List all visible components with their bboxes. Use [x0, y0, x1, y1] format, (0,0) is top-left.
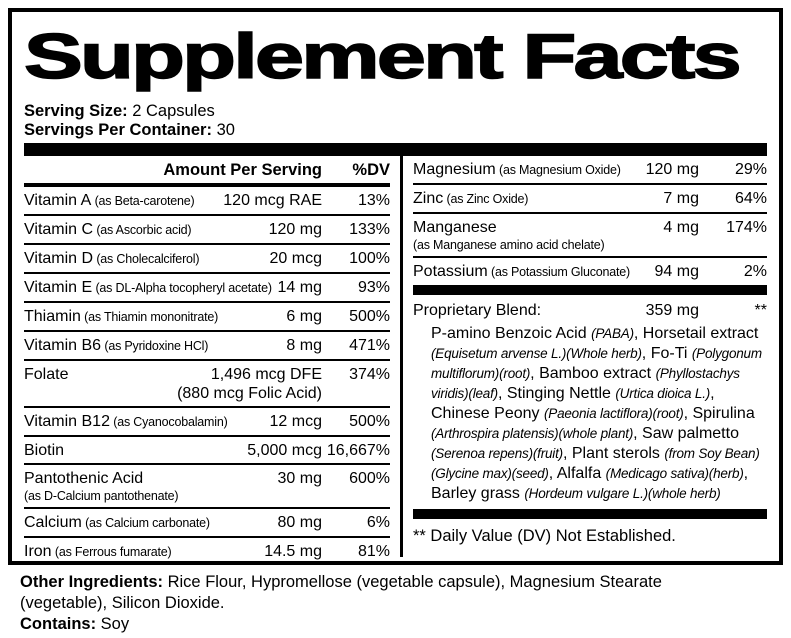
ingredient-source: (as Ferrous fumarate) [51, 545, 172, 559]
amount-value: 120 mg [645, 161, 699, 178]
daily-value: 500% [349, 308, 390, 325]
daily-value: 600% [349, 470, 390, 487]
botanical-name: (Paeonia lactiflora)(root) [543, 406, 684, 421]
blend-ingredient: , Horsetail extract [633, 325, 759, 342]
contains-value: Soy [96, 615, 130, 633]
ingredient-name [24, 278, 274, 298]
left-rows [24, 187, 390, 565]
amount-per-serving [265, 220, 322, 239]
amount-per-serving [243, 441, 322, 460]
amount-value: 30 mg [277, 470, 322, 487]
ingredient-label: Vitamin B12 [24, 413, 110, 430]
amount-per-serving [282, 307, 322, 326]
table-row [24, 274, 390, 303]
amount-per-serving-header: Amount Per Serving [163, 161, 322, 179]
amount-per-serving [659, 189, 699, 208]
table-row [24, 332, 390, 361]
table-row [24, 437, 390, 465]
amount-per-serving [266, 412, 322, 431]
daily-value: 16,667% [326, 442, 390, 459]
ingredient-source: (as Potassium Gluconate) [487, 265, 630, 279]
amount-per-serving [651, 262, 699, 281]
botanical-name: (Hordeum vulgare L.)(whole herb) [524, 486, 721, 501]
servings-per-container-value: 30 [216, 121, 235, 139]
amount-per-serving [219, 191, 322, 210]
ingredient-label: Potassium [413, 263, 488, 280]
ingredient-label: Vitamin D [24, 250, 94, 267]
contains-label: Contains: [20, 615, 97, 633]
amount-value: 6 mg [286, 308, 322, 325]
panel-title-wrap [24, 14, 767, 102]
serving-size-label: Serving Size: [24, 102, 128, 120]
table-row [24, 187, 390, 216]
daily-value-footnote: ** Daily Value (DV) Not Established. [413, 527, 676, 545]
right-rows [413, 156, 767, 285]
ingredient-name [24, 336, 282, 356]
amount-value: 8 mg [286, 337, 322, 354]
ingredient-source: (as Beta-carotene) [91, 194, 195, 208]
blend-ingredient: , Spirulina [683, 405, 755, 422]
amount-per-serving [274, 513, 322, 532]
daily-value: 6% [366, 514, 390, 531]
ingredient-source: (as Thiamin mononitrate) [80, 310, 219, 324]
table-row [24, 245, 390, 274]
table-row [24, 216, 390, 245]
thick-divider-bar [413, 285, 767, 295]
table-row [413, 156, 767, 185]
ingredient-name [413, 218, 659, 253]
right-column [403, 156, 767, 557]
proprietary-blend-row [413, 295, 767, 322]
blend-ingredient: , Plant sterols [562, 445, 665, 462]
ingredient-name [24, 365, 173, 384]
ingredient-label: Pantothenic Acid [24, 470, 144, 487]
table-row [24, 361, 390, 408]
other-ingredients-label: Other Ingredients: [20, 573, 164, 591]
daily-value: 29% [734, 161, 767, 178]
ingredient-name [24, 412, 266, 432]
amount-value: 14.5 mg [264, 543, 322, 560]
blend-ingredient: , Alfalfa [548, 465, 606, 482]
ingredient-label: Iron [24, 543, 52, 560]
ingredient-label: Biotin [24, 442, 65, 459]
ingredient-source: (as Pyridoxine HCl) [101, 339, 209, 353]
botanical-name: (Serenoa repens)(fruit) [431, 446, 563, 461]
ingredient-source: (as Cyanocobalamin) [109, 415, 228, 429]
blend-ingredient: , Chinese Peony [431, 385, 715, 422]
amount-per-serving [642, 160, 699, 179]
amount-value: 5,000 mcg [247, 442, 322, 459]
botanical-name: (from Soy Bean)(Glycine max)(seed) [431, 446, 760, 481]
ingredient-label: Zinc [413, 190, 444, 207]
amount-value: 4 mg [663, 219, 699, 236]
ingredient-source: (as Magnesium Oxide) [495, 163, 621, 177]
ingredient-source: (as DL-Alpha tocopheryl acetate) [92, 281, 272, 295]
daily-value: 374% [349, 366, 390, 383]
table-row [413, 185, 767, 214]
botanical-name: (Urtica dioica L.) [615, 386, 711, 401]
ingredient-source: (as Manganese amino acid chelate) [413, 238, 605, 252]
servings-per-container-label: Servings Per Container: [24, 121, 212, 139]
amount-value-secondary: (880 mcg Folic Acid) [177, 385, 322, 402]
botanical-name: (Medicago sativa)(herb) [605, 466, 744, 481]
amount-value: 1,496 mcg DFE [210, 366, 322, 383]
serving-size-value: 2 Capsules [132, 102, 215, 120]
footer-text [20, 572, 710, 635]
amount-per-serving [266, 249, 322, 268]
blend-ingredient: , Saw palmetto [633, 425, 739, 442]
blend-ingredient: , Stinging Nettle [497, 385, 616, 402]
serving-size-line [24, 102, 767, 121]
proprietary-blend-dv: ** [754, 302, 767, 319]
amount-value: 120 mg [268, 221, 322, 238]
table-row [24, 538, 390, 565]
botanical-name: (Equisetum arvense L.)(Whole herb) [431, 346, 642, 361]
ingredient-label: Manganese [413, 219, 497, 236]
blend-ingredient: , Bamboo extract [530, 365, 656, 382]
proprietary-blend-label: Proprietary Blend: [413, 302, 542, 319]
daily-value: 64% [734, 190, 767, 207]
amount-value: 20 mcg [269, 250, 322, 267]
table-row [413, 258, 767, 285]
ingredient-name [413, 160, 642, 180]
ingredient-label: Calcium [24, 514, 82, 531]
amount-per-serving [173, 365, 322, 403]
daily-value: 100% [349, 250, 390, 267]
table-row [24, 465, 390, 509]
supplement-facts-panel [8, 8, 783, 565]
table-row [413, 214, 767, 258]
proprietary-blend-amount: 359 mg [645, 302, 699, 319]
ingredient-name [24, 441, 243, 460]
ingredient-name [413, 189, 659, 209]
ingredient-source: (as Zinc Oxide) [443, 192, 529, 206]
daily-value: 81% [357, 543, 390, 560]
ingredient-source: (as Ascorbic acid) [93, 223, 192, 237]
amount-value: 7 mg [663, 190, 699, 207]
table-row [24, 303, 390, 332]
proprietary-blend-ingredients [413, 322, 767, 509]
ingredient-label: Thiamin [24, 308, 81, 325]
table-header [24, 156, 390, 183]
amount-per-serving [659, 218, 699, 237]
botanical-name: (Polygonum multiflorum)(root) [431, 346, 762, 381]
thick-divider-bar [413, 509, 767, 519]
ingredient-name [24, 307, 282, 327]
ingredient-source: (as Calcium carbonate) [81, 516, 210, 530]
left-column [24, 156, 400, 560]
daily-value: 471% [349, 337, 390, 354]
amount-per-serving [282, 336, 322, 355]
blend-ingredient: , Barley grass [431, 465, 749, 502]
ingredient-label: Magnesium [413, 161, 496, 178]
ingredient-source: (as Cholecalciferol) [93, 252, 200, 266]
amount-per-serving [260, 542, 322, 561]
table-row [24, 408, 390, 437]
ingredient-label: Folate [24, 366, 69, 383]
daily-value: 2% [743, 263, 767, 280]
amount-value: 120 mcg RAE [223, 192, 322, 209]
servings-per-container-line [24, 121, 767, 140]
amount-value: 80 mg [277, 514, 322, 531]
amount-value: 12 mcg [269, 413, 322, 430]
ingredient-name [24, 469, 274, 504]
ingredient-name [24, 513, 274, 533]
ingredient-source: (as D-Calcium pantothenate) [24, 489, 179, 503]
other-ingredients-value: Rice Flour, Hypromellose (vegetable capsule), Magnesium Stearate (vegetable), Silicon Dioxide. [20, 573, 662, 612]
ingredient-name [24, 191, 219, 211]
botanical-name: (PABA) [591, 326, 634, 341]
daily-value: 174% [726, 219, 767, 236]
botanical-name: (Arthrospira platensis)(whole plant) [431, 426, 634, 441]
blend-ingredient: , Fo-Ti [641, 345, 692, 362]
table-row [24, 509, 390, 538]
ingredient-label: Vitamin A [24, 192, 92, 209]
facts-columns [24, 156, 767, 560]
amount-per-serving [274, 469, 322, 488]
ingredient-label: Vitamin E [24, 279, 93, 296]
daily-value: 13% [357, 192, 390, 209]
ingredient-name [413, 262, 651, 282]
ingredient-label: Vitamin B6 [24, 337, 102, 354]
botanical-name: (Phyllostachys viridis)(leaf) [431, 366, 740, 401]
ingredient-name [24, 542, 260, 562]
ingredient-name [24, 249, 266, 269]
ingredient-label: Vitamin C [24, 221, 94, 238]
amount-per-serving [274, 278, 322, 297]
daily-value: 93% [357, 279, 390, 296]
daily-value: 133% [349, 221, 390, 238]
panel-title: Supplement Facts [24, 22, 739, 92]
ingredient-name [24, 220, 265, 240]
daily-value: 500% [349, 413, 390, 430]
amount-value: 94 mg [654, 263, 699, 280]
amount-value: 14 mg [277, 279, 322, 296]
thick-divider-bar [24, 143, 767, 156]
percent-dv-header: %DV [352, 161, 390, 179]
blend-ingredient: P-amino Benzoic Acid [431, 325, 592, 342]
